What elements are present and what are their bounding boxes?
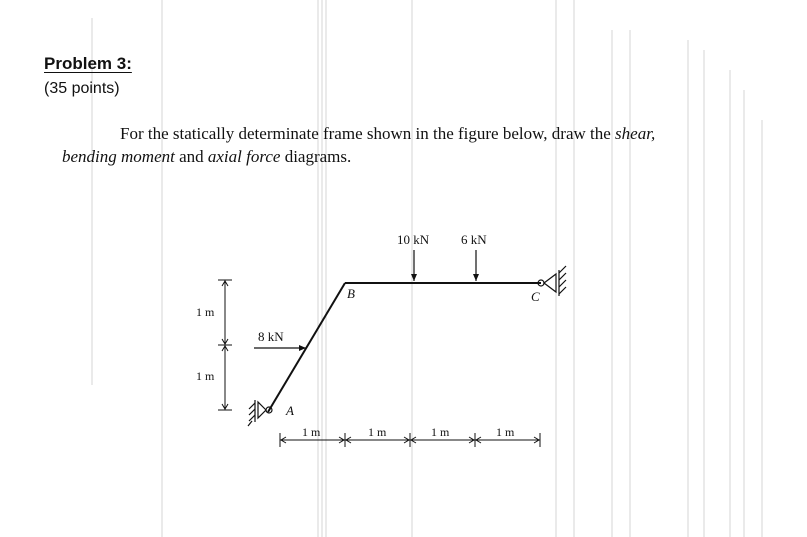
vertical-dimension bbox=[218, 280, 232, 410]
load-8kn-label: 8 kN bbox=[258, 329, 284, 344]
dim-vertical-1-label: 1 m bbox=[196, 305, 215, 319]
dim-horizontal-3-label: 1 m bbox=[431, 425, 450, 439]
pin-support-c bbox=[538, 266, 566, 296]
node-b-label: B bbox=[347, 286, 355, 301]
dim-horizontal-2-label: 1 m bbox=[368, 425, 387, 439]
statement-axial: axial force bbox=[207, 147, 281, 166]
problem-title: Problem 3: bbox=[44, 54, 132, 73]
node-a-label: A bbox=[286, 403, 294, 418]
statement-text-1: For the statically determinate frame shown in the figure below, draw the bbox=[120, 124, 616, 143]
dim-horizontal-4-label: 1 m bbox=[496, 425, 515, 439]
statement-and: and bbox=[174, 147, 208, 166]
pin-support-a bbox=[248, 400, 272, 426]
load-10kn-label: 10 kN bbox=[397, 232, 430, 247]
statement-shear: shear, bbox=[615, 124, 656, 143]
node-c-label: C bbox=[531, 289, 540, 304]
statement-bending: bending moment bbox=[62, 147, 175, 166]
dim-horizontal-1-label: 1 m bbox=[302, 425, 321, 439]
statement-text-2: diagrams. bbox=[280, 147, 352, 166]
problem-points: (35 points) bbox=[44, 80, 120, 97]
load-6kn-label: 6 kN bbox=[461, 232, 487, 247]
dim-vertical-2-label: 1 m bbox=[196, 369, 215, 383]
